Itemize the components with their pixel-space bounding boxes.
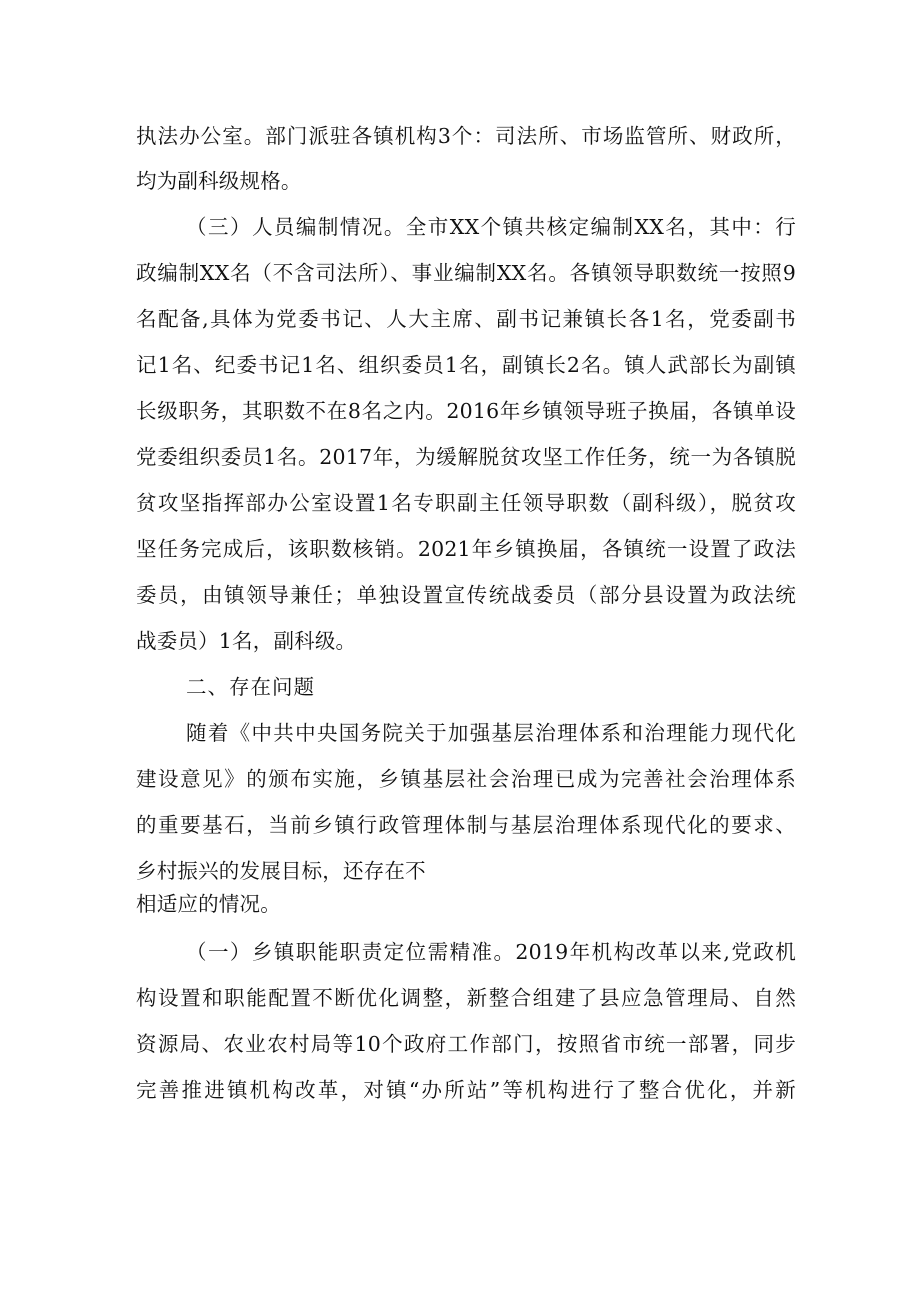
text-line: 乡村振兴的发展目标，还存在不 <box>136 859 426 883</box>
section-heading-functions: （一）乡镇职能职责定位需精准。2019年机构改革以来,党政机 <box>186 940 796 964</box>
section-heading-staffing: （三）人员编制情况。全市XX个镇共核定编制XX名，其中：行 <box>186 215 796 239</box>
text-line: 长级职务，其职数不在8名之内。2016年乡镇领导班子换届，各镇单设 <box>136 399 796 423</box>
text-line: 名配备,具体为党委书记、人大主席、副书记兼镇长各1名，党委副书 <box>136 307 796 331</box>
text-line: 执法办公室。部门派驻各镇机构3个：司法所、市场监管所、财政所， <box>136 124 796 148</box>
text-line: 完善推进镇机构改革，对镇“办所站”等机构进行了整合优化，并新 <box>136 1078 796 1102</box>
text-line: 构设置和职能配置不断优化调整，新整合组建了县应急管理局、自然 <box>136 986 796 1010</box>
text-line: 均为副科级规格。 <box>136 169 302 193</box>
text-line: 建设意见》的颁布实施，乡镇基层社会治理已成为完善社会治理体系 <box>136 767 796 791</box>
text-line: 相适应的情况。 <box>136 892 281 916</box>
text-line: 委员，由镇领导兼任；单独设置宣传统战委员（部分县设置为政法统 <box>136 583 796 607</box>
text-line: 政编制XX名（不含司法所）、事业编制XX名。各镇领导职数统一按照9 <box>136 261 796 285</box>
text-line: 的重要基石，当前乡镇行政管理体制与基层治理体系现代化的要求、 <box>136 813 796 837</box>
text-line: 记1名、纪委书记1名、组织委员1名，副镇长2名。镇人武部长为副镇 <box>136 353 796 377</box>
text-line: 党委组织委员1名。2017年，为缓解脱贫攻坚工作任务，统一为各镇脱 <box>136 445 796 469</box>
text-line: 随着《中共中央国务院关于加强基层治理体系和治理能力现代化 <box>186 721 796 745</box>
text-line: 坚任务完成后，该职数核销。2021年乡镇换届，各镇统一设置了政法 <box>136 537 796 561</box>
text-line: 贫攻坚指挥部办公室设置1名专职副主任领导职数（副科级），脱贫攻 <box>136 491 796 515</box>
text-line: 资源局、农业农村局等10个政府工作部门，按照省市统一部署，同步 <box>136 1032 796 1056</box>
text-line: 战委员）1名，副科级。 <box>136 629 357 653</box>
section-heading-problems: 二、存在问题 <box>186 675 315 699</box>
